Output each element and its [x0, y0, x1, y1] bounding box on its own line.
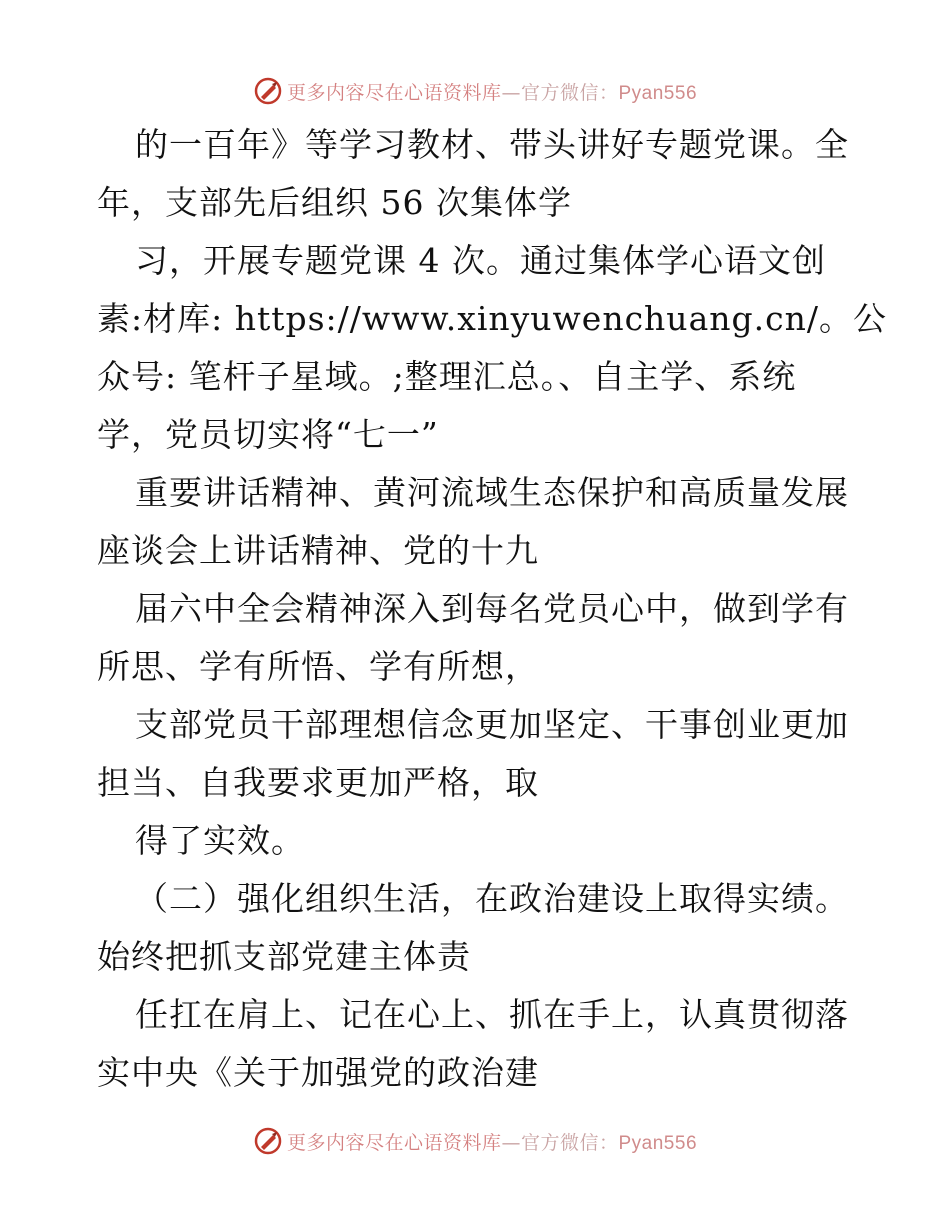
- text-line: 的一百年》等学习教材、带头讲好专题党课。全: [135, 125, 849, 164]
- text-line: 学，党员切实将“七一”: [97, 415, 439, 454]
- text-line: 届六中全会精神深入到每名党员心中，做到学有: [135, 589, 849, 628]
- text-line: 重要讲话精神、黄河流域生态保护和高质量发展: [135, 473, 849, 512]
- text-line: 众号: 笔杆子星域。;整理汇总。、自主学、系统: [97, 357, 797, 396]
- text-line: 实中央《关于加强党的政治建: [97, 1053, 539, 1092]
- red-quill-logo-icon: [253, 76, 283, 106]
- text-line: （二）强化组织生活，在政治建设上取得实绩。: [135, 879, 849, 918]
- text-line: 所思、学有所悟、学有所想，: [97, 647, 539, 686]
- text-line: 座谈会上讲话精神、党的十九: [97, 531, 539, 570]
- header-watermark: [0, 76, 950, 106]
- watermark-account: Pyan556: [618, 1132, 698, 1154]
- watermark-official-label: 官方微信：: [520, 1131, 619, 1154]
- text-line: 素:材库: https://www.xinyuwenchuang.cn/。公: [97, 299, 887, 338]
- watermark-separator: —: [501, 81, 521, 104]
- text-line: 担当、自我要求更加严格，取: [97, 763, 539, 802]
- text-line: 年，支部先后组织 56 次集体学: [97, 183, 572, 222]
- document-body: [97, 116, 887, 1102]
- watermark-brand: 更多内容尽在心语资料库: [286, 1131, 502, 1154]
- text-line: 得了实效。: [135, 821, 305, 860]
- watermark-official-label: 官方微信：: [520, 81, 619, 104]
- watermark-brand: 更多内容尽在心语资料库: [286, 81, 502, 104]
- red-quill-logo-icon: [253, 1126, 283, 1156]
- text-line: 任扛在肩上、记在心上、抓在手上，认真贯彻落: [135, 995, 849, 1034]
- text-line: 支部党员干部理想信念更加坚定、干事创业更加: [135, 705, 849, 744]
- text-line: 始终把抓支部党建主体责: [97, 937, 471, 976]
- watermark-account: Pyan556: [618, 82, 698, 104]
- text-line: 习，开展专题党课 4 次。通过集体学心语文创: [135, 241, 826, 280]
- watermark-separator: —: [501, 1131, 521, 1154]
- footer-watermark: [0, 1126, 950, 1156]
